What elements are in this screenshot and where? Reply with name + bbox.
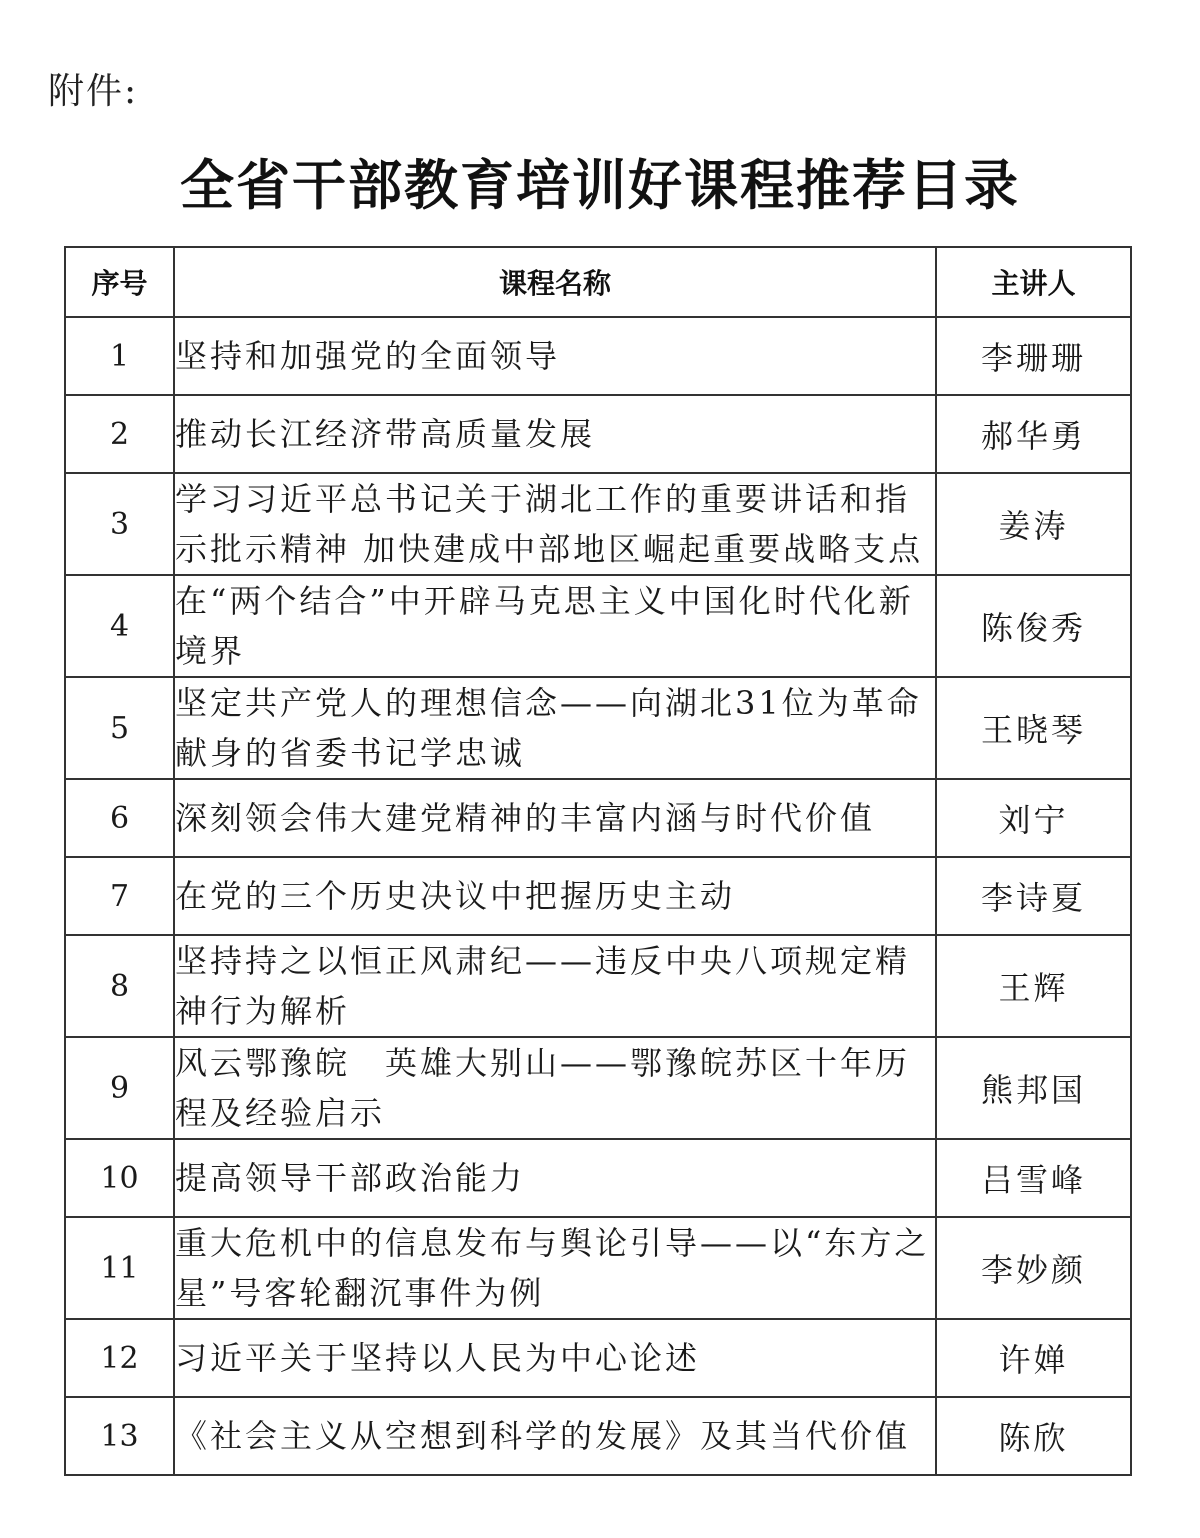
row-course-name: 《社会主义从空想到科学的发展》及其当代价值	[174, 1397, 936, 1475]
row-seq: 1	[65, 317, 174, 395]
table-row	[65, 779, 1131, 857]
header-speaker: 主讲人	[936, 247, 1131, 317]
row-seq: 2	[65, 395, 174, 473]
row-course-name: 在“两个结合”中开辟马克思主义中国化时代化新境界	[174, 575, 936, 677]
table-row	[65, 317, 1131, 395]
table-row	[65, 1037, 1131, 1139]
row-speaker: 吕雪峰	[936, 1139, 1131, 1217]
table-row	[65, 473, 1131, 575]
table-row	[65, 857, 1131, 935]
row-speaker: 王辉	[936, 935, 1131, 1037]
row-speaker: 郝华勇	[936, 395, 1131, 473]
row-course-name: 提高领导干部政治能力	[174, 1139, 936, 1217]
row-speaker: 许婵	[936, 1319, 1131, 1397]
row-seq: 13	[65, 1397, 174, 1475]
row-speaker: 李珊珊	[936, 317, 1131, 395]
row-course-name: 坚定共产党人的理想信念——向湖北31位为革命献身的省委书记学忠诚	[174, 677, 936, 779]
table-row	[65, 1217, 1131, 1319]
row-seq: 9	[65, 1037, 174, 1139]
document-title: 全省干部教育培训好课程推荐目录	[180, 154, 1020, 217]
course-table	[64, 246, 1132, 1476]
row-speaker: 王晓琴	[936, 677, 1131, 779]
row-speaker: 熊邦国	[936, 1037, 1131, 1139]
table-row	[65, 395, 1131, 473]
row-seq: 11	[65, 1217, 174, 1319]
row-course-name: 在党的三个历史决议中把握历史主动	[174, 857, 936, 935]
row-seq: 4	[65, 575, 174, 677]
row-course-name: 重大危机中的信息发布与舆论引导——以“东方之星”号客轮翻沉事件为例	[174, 1217, 936, 1319]
row-speaker: 刘宁	[936, 779, 1131, 857]
row-speaker: 李妙颜	[936, 1217, 1131, 1319]
row-course-name: 坚持和加强党的全面领导	[174, 317, 936, 395]
row-speaker: 李诗夏	[936, 857, 1131, 935]
row-seq: 6	[65, 779, 174, 857]
row-seq: 12	[65, 1319, 174, 1397]
table-row	[65, 1397, 1131, 1475]
table-header-row	[65, 247, 1131, 317]
table-row	[65, 1319, 1131, 1397]
row-speaker: 陈俊秀	[936, 575, 1131, 677]
attachment-label: 附件:	[48, 71, 139, 112]
row-course-name: 学习习近平总书记关于湖北工作的重要讲话和指示批示精神 加快建成中部地区崛起重要战略支点	[174, 473, 936, 575]
header-seq: 序号	[65, 247, 174, 317]
row-speaker: 陈欣	[936, 1397, 1131, 1475]
row-seq: 7	[65, 857, 174, 935]
row-seq: 8	[65, 935, 174, 1037]
table-row	[65, 935, 1131, 1037]
table-row	[65, 677, 1131, 779]
row-speaker: 姜涛	[936, 473, 1131, 575]
row-seq: 10	[65, 1139, 174, 1217]
row-course-name: 风云鄂豫皖 英雄大别山——鄂豫皖苏区十年历程及经验启示	[174, 1037, 936, 1139]
table-row	[65, 575, 1131, 677]
row-course-name: 推动长江经济带高质量发展	[174, 395, 936, 473]
row-course-name: 坚持持之以恒正风肃纪——违反中央八项规定精神行为解析	[174, 935, 936, 1037]
row-course-name: 深刻领会伟大建党精神的丰富内涵与时代价值	[174, 779, 936, 857]
row-seq: 5	[65, 677, 174, 779]
row-course-name: 习近平关于坚持以人民为中心论述	[174, 1319, 936, 1397]
header-course-name: 课程名称	[174, 247, 936, 317]
table-row	[65, 1139, 1131, 1217]
row-seq: 3	[65, 473, 174, 575]
